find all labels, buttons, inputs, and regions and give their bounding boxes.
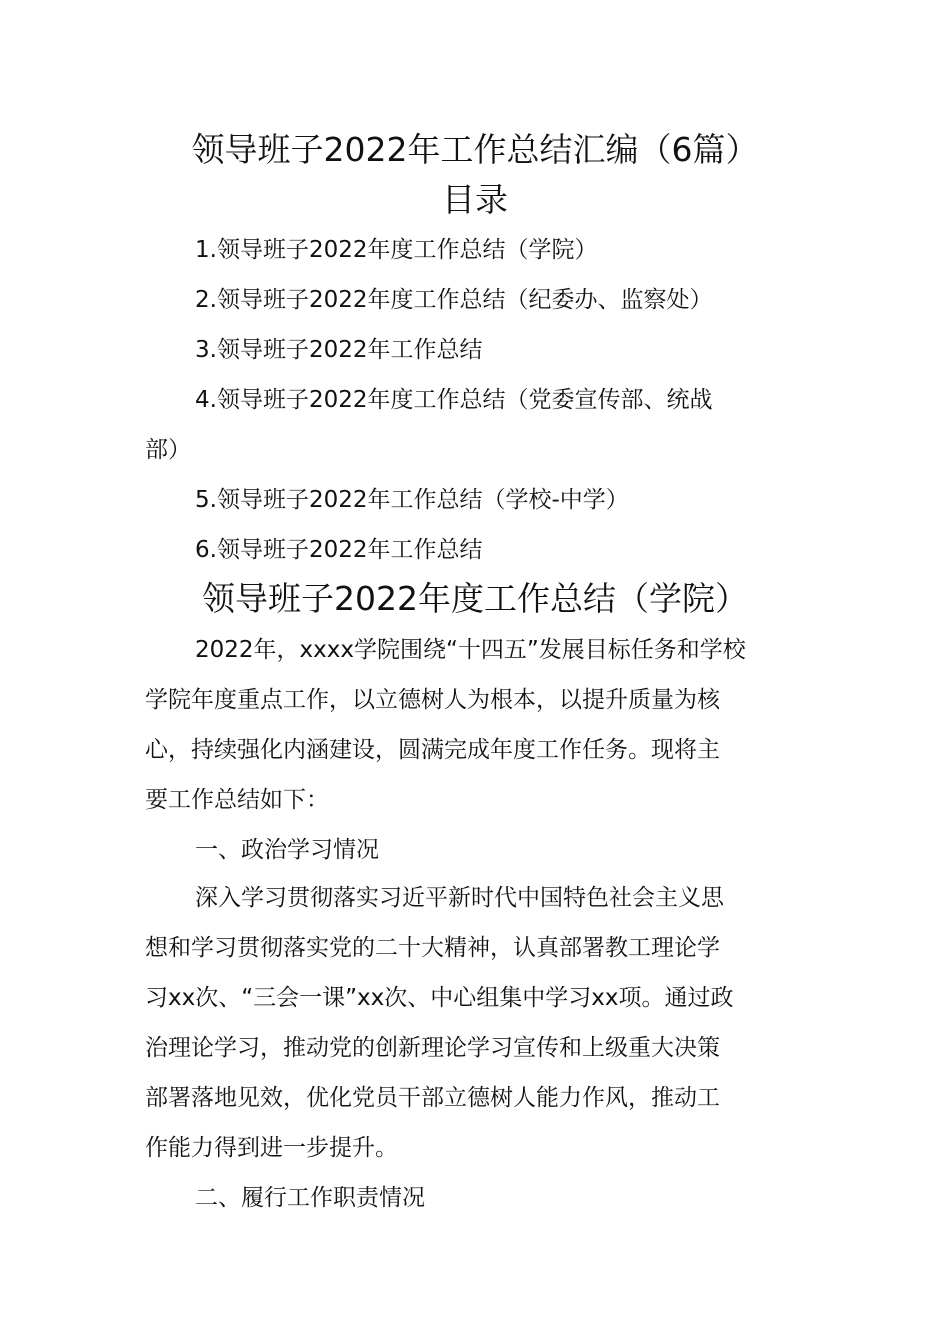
toc-item-3: 3.领导班子2022年工作总结 <box>195 337 483 363</box>
toc-heading: 目录 <box>442 180 508 219</box>
intro-line-4: 要工作总结如下： <box>145 787 329 813</box>
toc-item-4-continuation: 部） <box>145 437 191 463</box>
intro-line-3: 心，持续强化内涵建设，圆满完成年度工作任务。现将主 <box>145 737 720 763</box>
toc-item-6: 6.领导班子2022年工作总结 <box>195 537 483 563</box>
section-1-heading: 一、政治学习情况 <box>195 837 379 863</box>
intro-line-2: 学院年度重点工作，以立德树人为根本，以提升质量为核 <box>145 687 720 713</box>
toc-item-1: 1.领导班子2022年度工作总结（学院） <box>195 237 598 263</box>
intro-line-1: 2022年，xxxx学院围绕“十四五”发展目标任务和学校 <box>195 637 746 663</box>
section-2-heading: 二、履行工作职责情况 <box>195 1185 425 1211</box>
toc-item-5: 5.领导班子2022年工作总结（学校-中学） <box>195 487 629 513</box>
document-title: 领导班子2022年工作总结汇编（6篇） <box>191 130 759 169</box>
section-1-line-6: 作能力得到进一步提升。 <box>145 1135 398 1161</box>
article-title: 领导班子2022年度工作总结（学院） <box>202 579 748 618</box>
section-1-line-2: 想和学习贯彻落实党的二十大精神，认真部署教工理论学 <box>145 935 720 961</box>
section-1-line-4: 治理论学习，推动党的创新理论学习宣传和上级重大决策 <box>145 1035 720 1061</box>
section-1-line-1: 深入学习贯彻落实习近平新时代中国特色社会主义思 <box>195 885 724 911</box>
toc-item-2: 2.领导班子2022年度工作总结（纪委办、监察处） <box>195 287 713 313</box>
section-1-line-3: 习xx次、“三会一课”xx次、中心组集中学习xx项。通过政 <box>145 985 734 1011</box>
toc-item-4: 4.领导班子2022年度工作总结（党委宣传部、统战 <box>195 387 713 413</box>
section-1-line-5: 部署落地见效，优化党员干部立德树人能力作风，推动工 <box>145 1085 720 1111</box>
